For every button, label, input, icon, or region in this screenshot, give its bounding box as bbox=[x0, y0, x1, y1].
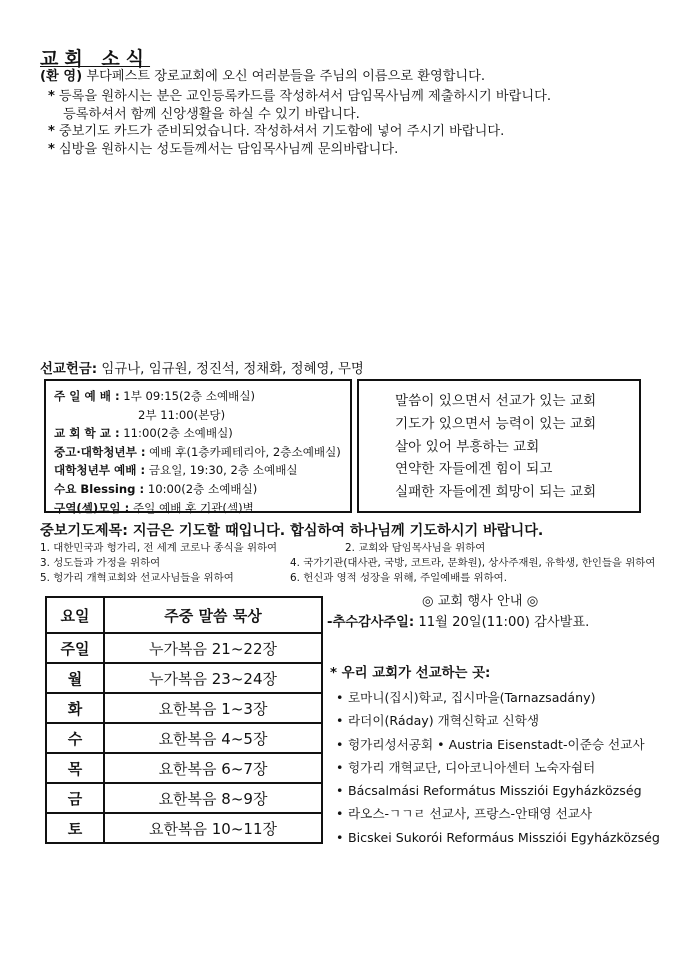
day-cell: 목 bbox=[46, 753, 104, 783]
passage-cell: 누가복음 21~22장 bbox=[104, 633, 322, 663]
prayer-row bbox=[40, 556, 656, 571]
mission-offering bbox=[40, 358, 364, 377]
mission-fields-list bbox=[336, 686, 660, 849]
note-item: * 등록을 원하시는 분은 교인등록카드를 작성하셔서 담임목사님께 제출하시기 바랍니다. bbox=[48, 89, 552, 104]
list-item: • Bácsalmási Református Missziói Egyházközség bbox=[336, 779, 660, 802]
day-cell: 화 bbox=[46, 693, 104, 723]
asterisk-icon: * bbox=[48, 89, 55, 104]
table-header-row bbox=[46, 597, 322, 633]
passage-cell: 요한복음 10~11장 bbox=[104, 813, 322, 843]
page-title: 교회 소식 bbox=[40, 48, 151, 70]
bullet-icon: • bbox=[336, 759, 344, 775]
service-college: 대학청년부 예배 : 금요일, 19:30, 2층 소예배실 bbox=[54, 463, 298, 478]
day-cell: 금 bbox=[46, 783, 104, 813]
service-times-box bbox=[44, 379, 352, 513]
welcome-text: 부다페스트 장로교회에 오신 여러분들을 주님의 이름으로 환영합니다. bbox=[86, 69, 486, 84]
motto-line: 기도가 있으면서 능력이 있는 교회 bbox=[395, 415, 597, 432]
service-sunday: 주 일 예 배 : 1부 09:15(2층 소예배실) bbox=[54, 389, 256, 403]
passage-cell: 요한복음 1~3장 bbox=[104, 693, 322, 723]
bullet-icon: • bbox=[336, 806, 344, 822]
list-item: • Bicskei Sukorói Reformáus Missziói Egyházközség bbox=[336, 826, 660, 849]
prayer-item: 3. 성도들과 가정을 위하여 bbox=[40, 557, 161, 570]
mission-fields-header: * 우리 교회가 선교하는 곳: bbox=[330, 666, 491, 681]
prayer-item: 2. 교회와 담임목사님을 위하여 bbox=[345, 542, 486, 554]
note-item: * 중보기도 카드가 준비되었습니다. 작성하셔서 기도함에 넣어 주시기 바랍니다. bbox=[48, 124, 505, 140]
weekly-meditation-table bbox=[45, 596, 323, 844]
passage-cell: 요한복음 8~9장 bbox=[104, 783, 322, 813]
day-cell: 주일 bbox=[46, 633, 104, 663]
bullet-icon: • bbox=[336, 783, 344, 799]
day-cell: 수 bbox=[46, 723, 104, 753]
motto-line: 살아 있어 부흥하는 교회 bbox=[395, 438, 540, 455]
bullet-icon: • bbox=[336, 713, 344, 729]
asterisk-icon: * bbox=[48, 124, 55, 140]
list-item: • 헝가리 개혁교단, 디아코니아센터 노숙자쉼터 bbox=[336, 756, 660, 779]
passage-cell: 요한복음 4~5장 bbox=[104, 723, 322, 753]
table-row bbox=[46, 813, 322, 843]
bullet-icon: • bbox=[336, 736, 344, 752]
service-cell: 구역(셀)모임 : 주일 예배 후 기관(셀)별 bbox=[54, 500, 254, 515]
service-wednesday: 수요 Blessing : 10:00(2층 소예배실) bbox=[54, 481, 258, 496]
service-school: 교 회 학 교 : 11:00(2층 소예배실) bbox=[54, 426, 233, 441]
bullet-icon: • bbox=[336, 829, 344, 845]
mission-offering-names: 임규나, 임규원, 정진석, 정채화, 정혜영, 무명 bbox=[101, 362, 364, 377]
thanksgiving-event bbox=[327, 611, 589, 630]
prayer-row bbox=[40, 541, 486, 556]
bullet-icon: • bbox=[336, 690, 344, 705]
prayer-list bbox=[40, 541, 656, 587]
prayer-row bbox=[40, 571, 508, 586]
table-row bbox=[46, 633, 322, 663]
prayer-item: 4. 국가기관(대사관, 국방, 코트라, 문화원), 상사주재원, 유학생, 한인들을 위하여 bbox=[290, 557, 656, 570]
passage-cell: 누가복음 23~24장 bbox=[104, 663, 322, 693]
service-youth: 중고·대학청년부 : 예배 후(1층카페테리아, 2층소예배실) bbox=[54, 444, 341, 459]
table-row bbox=[46, 663, 322, 693]
prayer-item: 1. 대한민국과 헝가리, 전 세계 코로나 종식을 위하여 bbox=[40, 542, 278, 554]
announcement-notes bbox=[48, 88, 551, 158]
list-item: • 헝가리성서공회 • Austria Eisenstadt-이준승 선교사 bbox=[336, 733, 660, 756]
thanksgiving-label: -추수감사주일: bbox=[327, 615, 415, 630]
list-item: • 로마니(집시)학교, 집시마을(Tarnazsadány) bbox=[336, 686, 660, 709]
day-cell: 토 bbox=[46, 813, 104, 843]
note-item: 등록하셔서 함께 신앙생활을 하실 수 있기 바랍니다. bbox=[63, 106, 360, 122]
prayer-title: 중보기도제목: 지금은 기도할 때입니다. 합심하여 하나님께 기도하시기 바랍니다. bbox=[40, 523, 544, 539]
table-row bbox=[46, 723, 322, 753]
welcome-label: (환 영) bbox=[40, 69, 83, 84]
events-header: ◎ 교회 행사 안내 ◎ bbox=[422, 594, 539, 609]
prayer-item: 6. 헌신과 영적 성장을 위해, 주일예배를 위하여. bbox=[290, 572, 508, 585]
church-motto-box bbox=[357, 379, 641, 513]
list-item: • 라더이(Ráday) 개혁신학교 신학생 bbox=[336, 709, 660, 732]
prayer-item: 5. 헝가리 개혁교회와 선교사님들을 위하여 bbox=[40, 572, 234, 585]
passage-cell: 요한복음 6~7장 bbox=[104, 753, 322, 783]
welcome-line bbox=[40, 68, 485, 85]
table-row bbox=[46, 693, 322, 723]
asterisk-icon: * bbox=[48, 141, 55, 157]
table-row bbox=[46, 783, 322, 813]
table-header-passage: 주중 말씀 묵상 bbox=[104, 597, 322, 633]
thanksgiving-text: 11월 20일(11:00) 감사발표. bbox=[418, 615, 590, 630]
motto-line: 연약한 자들에겐 힘이 되고 bbox=[395, 461, 553, 478]
mission-offering-label: 선교헌금: bbox=[40, 362, 98, 377]
service-sunday-second: 2부 11:00(본당) bbox=[138, 407, 226, 422]
table-row bbox=[46, 753, 322, 783]
motto-line: 말씀이 있으면서 선교가 있는 교회 bbox=[395, 393, 597, 409]
list-item: • 라오스-ㄱㄱㄹ 선교사, 프랑스-안태영 선교사 bbox=[336, 802, 660, 825]
table-header-day: 요일 bbox=[46, 597, 104, 633]
day-cell: 월 bbox=[46, 663, 104, 693]
motto-line: 실패한 자들에겐 희망이 되는 교회 bbox=[395, 484, 597, 501]
note-item: * 심방을 원하시는 성도들께서는 담임목사님께 문의바랍니다. bbox=[48, 141, 399, 157]
